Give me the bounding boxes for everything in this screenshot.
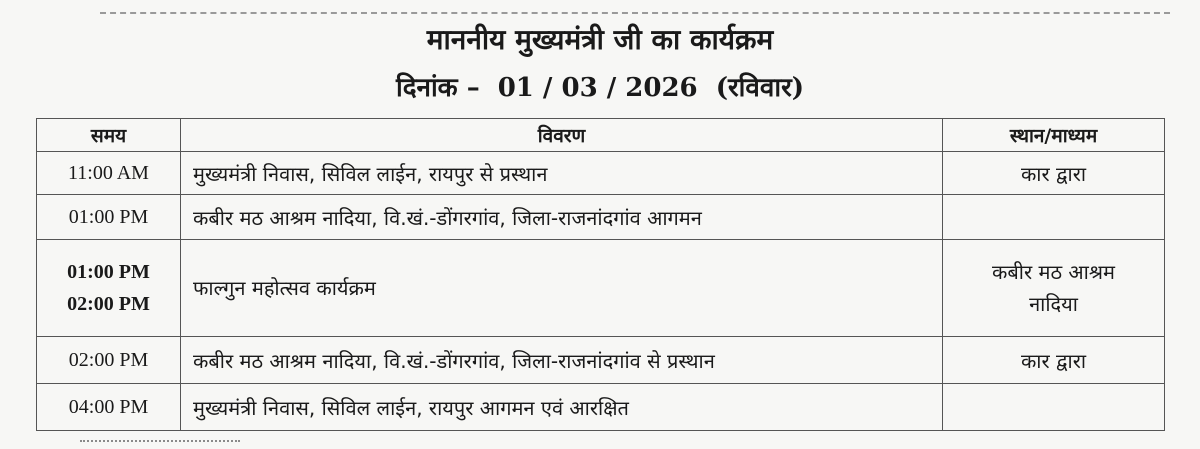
date-label: दिनांक – — [395, 73, 480, 103]
time-cell: 04:00 PM — [37, 384, 181, 431]
place-cell — [943, 384, 1165, 431]
table-row — [37, 240, 1165, 337]
day-name: (रविवार) — [715, 73, 805, 103]
table-row — [37, 195, 1165, 240]
place-cell: कार द्वारा — [943, 152, 1165, 195]
place-line: नादिया — [1029, 292, 1078, 316]
table-row — [37, 337, 1165, 384]
place-line: कबीर मठ आश्रम — [992, 260, 1115, 284]
description-cell: कबीर मठ आश्रम नादिया, वि.खं.-डोंगरगांव, जिला-राजनांदगांव आगमन — [181, 195, 943, 240]
place-cell: कार द्वारा — [943, 337, 1165, 384]
date-line — [0, 70, 1200, 106]
start-time: 01:00 PM — [67, 261, 150, 283]
table-row — [37, 152, 1165, 195]
table-row — [37, 384, 1165, 431]
schedule-table — [36, 118, 1165, 431]
time-cell: 11:00 AM — [37, 152, 181, 195]
header-description: विवरण — [181, 119, 943, 152]
description-cell: मुख्यमंत्री निवास, सिविल लाईन, रायपुर आगमन एवं आरक्षित — [181, 384, 943, 431]
description-cell: कबीर मठ आश्रम नादिया, वि.खं.-डोंगरगांव, जिला-राजनांदगांव से प्रस्थान — [181, 337, 943, 384]
time-cell: 01:00 PM — [37, 195, 181, 240]
time-cell: 02:00 PM — [37, 337, 181, 384]
bottom-cut-line — [80, 440, 240, 442]
header-time: समय — [37, 119, 181, 152]
end-time: 02:00 PM — [67, 293, 150, 315]
description-cell: मुख्यमंत्री निवास, सिविल लाईन, रायपुर से प्रस्थान — [181, 152, 943, 195]
description-cell: फाल्गुन महोत्सव कार्यक्रम — [181, 240, 943, 337]
date-value: 01 / 03 / 2026 — [497, 73, 698, 103]
time-cell — [37, 240, 181, 337]
table-header-row — [37, 119, 1165, 152]
place-cell — [943, 195, 1165, 240]
page-title: माननीय मुख्यमंत्री जी का कार्यक्रम — [426, 23, 774, 56]
place-cell — [943, 240, 1165, 337]
header-place: स्थान/माध्यम — [943, 119, 1165, 152]
top-dashed-rule — [100, 12, 1170, 14]
